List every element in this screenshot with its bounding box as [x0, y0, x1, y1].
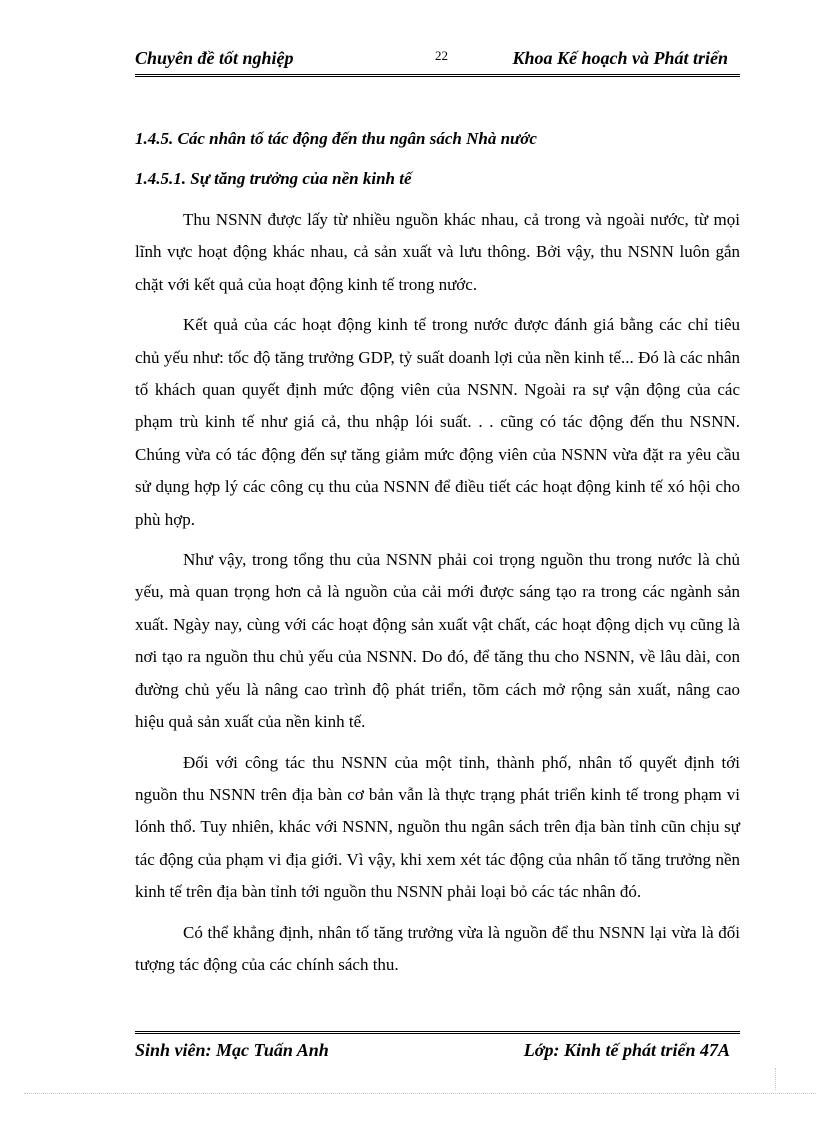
page-edge-tick — [775, 1068, 776, 1090]
page-number: 22 — [435, 48, 448, 63]
page-header — [135, 46, 740, 77]
paragraph-3: Như vậy, trong tổng thu của NSNN phải coi trọng nguồn thu trong nước là chủ yếu, mà quan trọng hơn cả là nguồn của cải mới được sáng tạo ra trong các ngành sản xuất. Ngày nay, cùng với các hoạt động sản xuất vật chất, các hoạt động dịch vụ cũng là nơi tạo ra nguồn thu chủ yếu của NSNN. Do đó, để tăng thu cho NSNN, về lâu dài, con đường chủ yếu là nâng cao trình độ phát triển, tõm cách mở rộng sản xuất, nâng cao hiệu quả sản xuất của nền kinh tế. — [135, 550, 740, 732]
footer-student-label: Sinh viên: Mạc Tuấn Anh — [135, 1040, 329, 1060]
footer-class-label: Lớp: Kinh tế phát triển 47A — [523, 1040, 730, 1060]
page-edge-divider — [24, 1093, 816, 1094]
paragraph-4: Đối với công tác thu NSNN của một tỉnh, thành phố, nhân tố quyết định tới nguồn thu NSNN trên địa bàn cơ bản vẫn là thực trạng phát triển kinh tế trong phạm vi lónh thổ. Tuy nhiên, khác với NSNN, nguồn thu ngân sách trên địa bàn tỉnh cũn chịu sự tác động của phạm vi địa giới. Vì vậy, khi xem xét tác động của nhân tố tăng trưởng nền kinh tế trên địa bàn tỉnh tới nguồn thu NSNN phải loại bỏ các tác nhân đó. — [135, 752, 740, 902]
page-footer — [135, 1031, 740, 1066]
subsection-heading: 1.4.5.1. Sự tăng trưởng của nền kinh tế — [135, 169, 412, 188]
paragraph-5: Có thể khẳng định, nhân tố tăng trưởng vừa là nguồn để thu NSNN lại vừa là đối tượng tác động của các chính sách thu. — [135, 922, 740, 974]
paragraph-1: Thu NSNN được lấy từ nhiều nguồn khác nhau, cả trong và ngoài nước, từ mọi lĩnh vực hoạt động khác nhau, cả sản xuất và lưu thông. Bởi vậy, thu NSNN luôn gắn chặt với kết quả của hoạt động kinh tế trong nước. — [135, 210, 740, 294]
section-heading: 1.4.5. Các nhân tố tác động đến thu ngân sách Nhà nước — [135, 129, 537, 148]
paragraph-2: Kết quả của các hoạt động kinh tế trong nước được đánh giá bằng các chỉ tiêu chủ yếu như: tốc độ tăng trưởng GDP, tỷ suất doanh lợi của nền kinh tế... Đó là các nhân tố khách quan quyết định mức động viên của NSNN. Ngoài ra sự vận động của các phạm trù kinh tế như giá cả, thu nhập lói suất. . . cũng có tác động đến thu NSNN. Chúng vừa có tác động đến sự tăng giảm mức động viên của NSNN vừa đặt ra yêu cầu sử dụng hợp lý các công cụ thu của NSNN để điều tiết các hoạt động kinh tế xó hội cho phù hợp. — [135, 315, 740, 529]
header-faculty-label: Khoa Kế hoạch và Phát triển — [512, 48, 728, 68]
header-thesis-label: Chuyên đề tốt nghiệp — [135, 48, 294, 68]
document-body — [135, 128, 740, 989]
